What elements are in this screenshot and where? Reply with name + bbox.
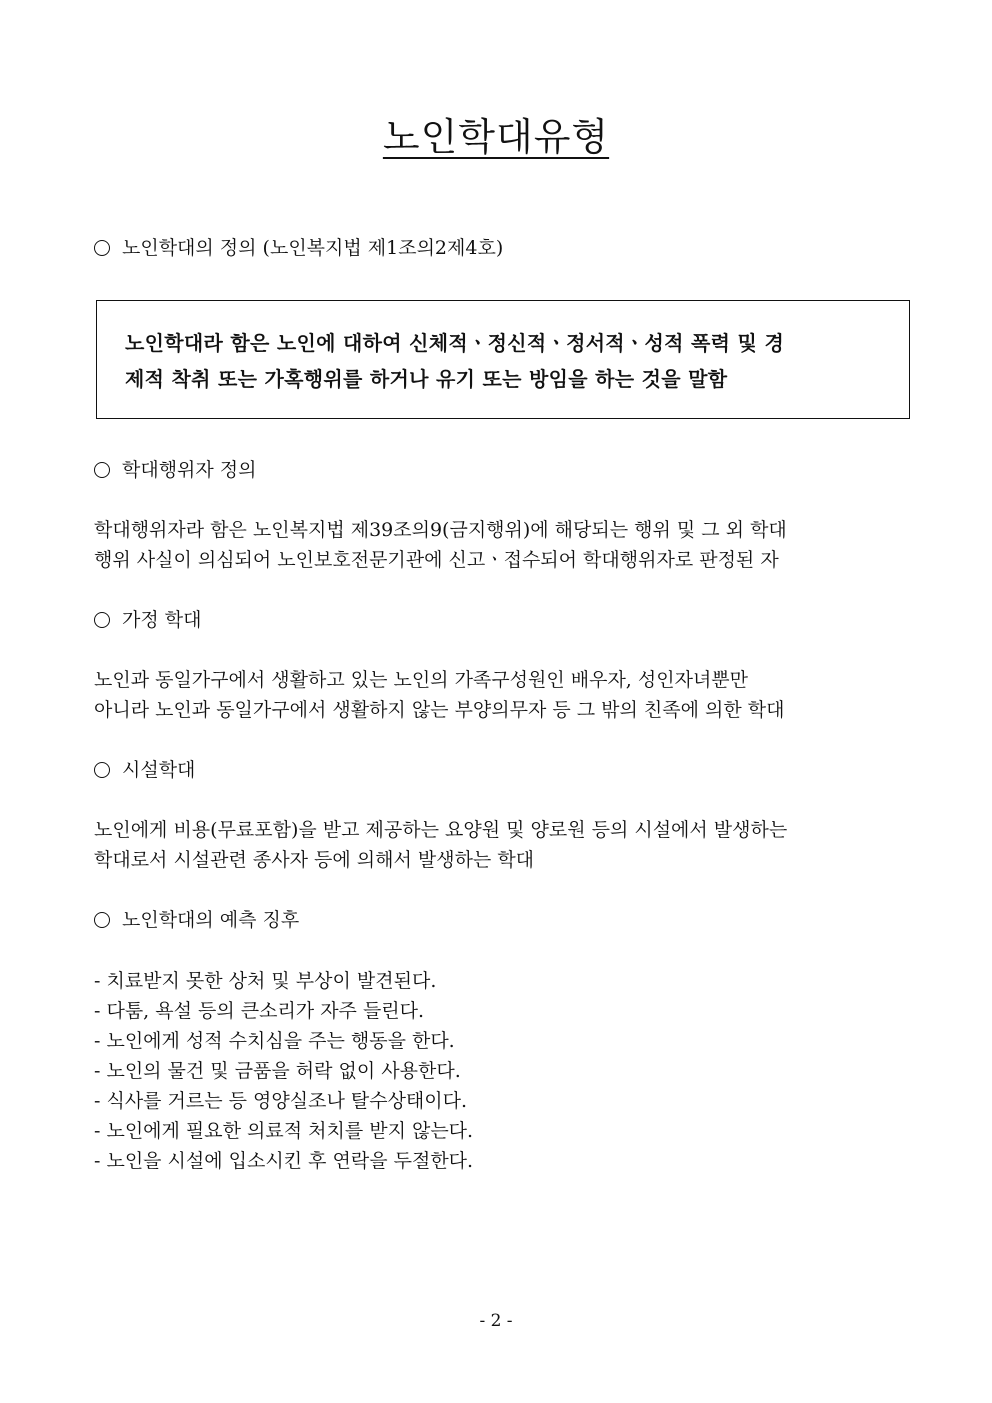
- section-heading-domestic: [94, 607, 201, 633]
- circle-bullet-icon: [94, 762, 110, 778]
- page-number: - 2 -: [479, 1311, 513, 1331]
- section-heading-text: 노인학대의 정의 (노인복지법 제1조의2제4호): [122, 237, 504, 259]
- list-item: - 다툼, 욕설 등의 큰소리가 자주 들린다.: [94, 1000, 425, 1022]
- section-heading-text: 시설학대: [122, 759, 196, 781]
- paragraph-line: 아니라 노인과 동일가구에서 생활하지 않는 부양의무자 등 그 밖의 친족에 의한 학대: [94, 699, 785, 721]
- circle-bullet-icon: [94, 912, 110, 928]
- institutional-paragraph: [94, 815, 894, 875]
- page-title-text: 노인학대유형: [382, 115, 610, 159]
- section-heading-institutional: [94, 757, 195, 783]
- section-heading-text: 노인학대의 예측 징후: [122, 909, 300, 931]
- paragraph-line: 학대행위자라 함은 노인복지법 제39조의9(금지행위)에 해당되는 행위 및 그 외 학대: [94, 519, 787, 541]
- paragraph-line: 행위 사실이 의심되어 노인보호전문기관에 신고ㆍ접수되어 학대행위자로 판정된 자: [94, 549, 779, 571]
- list-item: - 노인의 물건 및 금품을 허락 없이 사용한다.: [94, 1060, 461, 1082]
- paragraph-line: 노인과 동일가구에서 생활하고 있는 노인의 가족구성원인 배우자, 성인자녀뿐만: [94, 669, 749, 691]
- list-item: - 식사를 거르는 등 영양실조나 탈수상태이다.: [94, 1090, 468, 1112]
- definition-box-line: 제적 착취 또는 가혹행위를 하거나 유기 또는 방임을 하는 것을 말함: [125, 367, 728, 391]
- section-heading-text: 가정 학대: [122, 609, 202, 631]
- abuser-paragraph: [94, 515, 894, 575]
- section-heading-abuser: [94, 457, 257, 483]
- list-item: - 노인에게 필요한 의료적 처치를 받지 않는다.: [94, 1120, 474, 1142]
- circle-bullet-icon: [94, 612, 110, 628]
- domestic-paragraph: [94, 665, 894, 725]
- list-item: - 노인을 시설에 입소시킨 후 연락을 두절한다.: [94, 1150, 474, 1172]
- section-heading-signs: [94, 907, 299, 933]
- page-title: [0, 112, 992, 162]
- section-heading-definition: [94, 235, 503, 261]
- definition-box-line: 노인학대라 함은 노인에 대하여 신체적ㆍ정신적ㆍ정서적ㆍ성적 폭력 및 경: [125, 331, 785, 355]
- paragraph-line: 학대로서 시설관련 종사자 등에 의해서 발생하는 학대: [94, 849, 535, 871]
- list-item: - 노인에게 성적 수치심을 주는 행동을 한다.: [94, 1030, 455, 1052]
- section-heading-text: 학대행위자 정의: [122, 459, 257, 481]
- circle-bullet-icon: [94, 462, 110, 478]
- list-item: - 치료받지 못한 상처 및 부상이 발견된다.: [94, 970, 437, 992]
- circle-bullet-icon: [94, 240, 110, 256]
- signs-list: [94, 966, 894, 1176]
- definition-box-text: [125, 325, 885, 397]
- definition-box: [96, 300, 910, 419]
- paragraph-line: 노인에게 비용(무료포함)을 받고 제공하는 요양원 및 양로원 등의 시설에서 발생하는: [94, 819, 788, 841]
